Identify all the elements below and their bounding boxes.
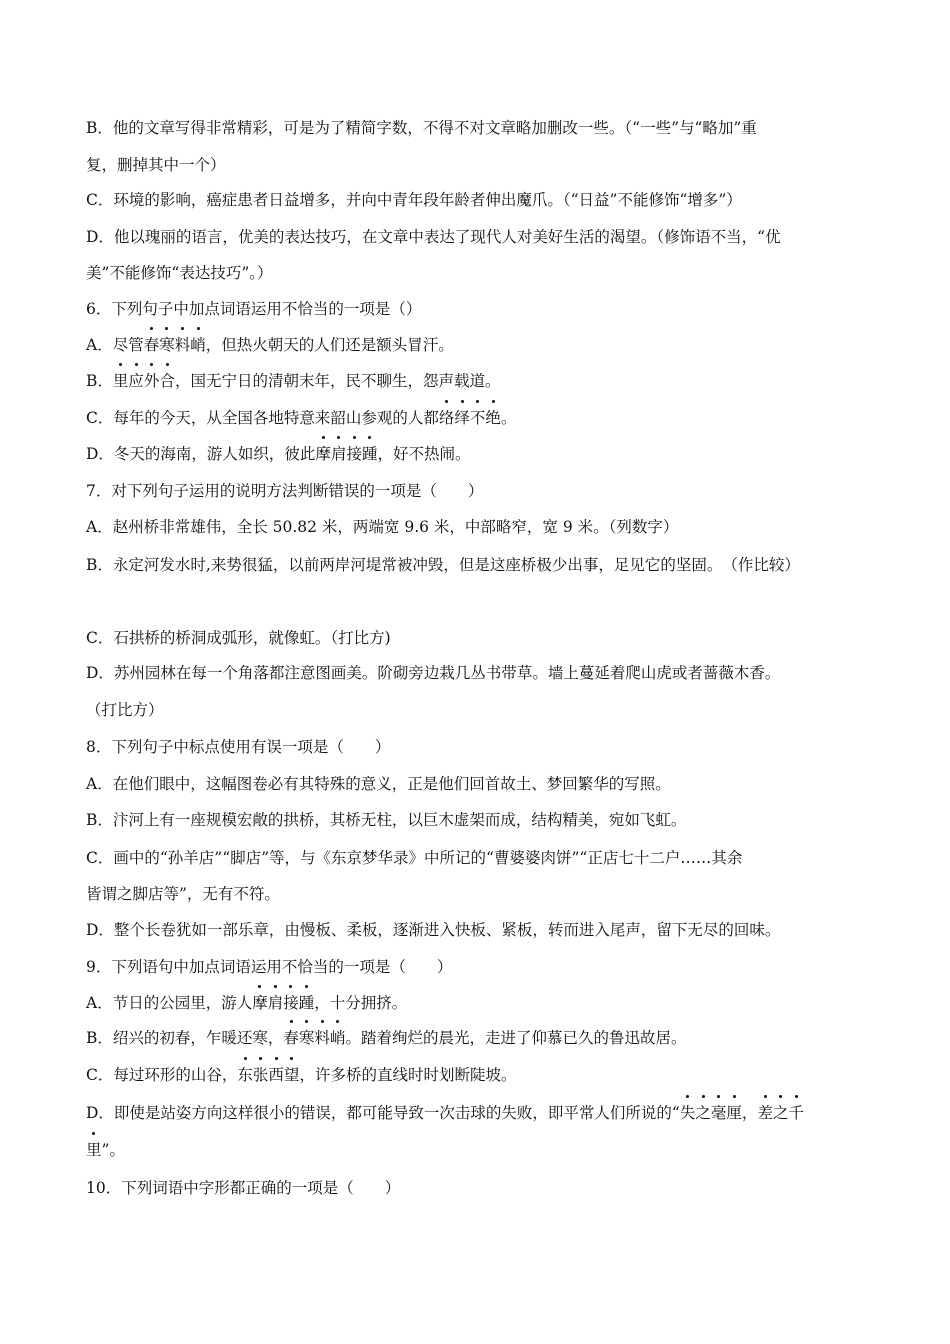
- line-text: 复，删掉其中一个）: [86, 156, 226, 174]
- line-text: B．他的文章写得非常精彩，可是为了精简字数，不得不对文章略加删改一些。（“一些”与“略加”重: [86, 119, 757, 137]
- line-text: C．每年的今天，从全国各地特意来韶山参观的人都: [86, 409, 439, 427]
- emphasis-char: 绝: [485, 409, 501, 427]
- line-text: B．汴河上有一座规模宏敞的拱桥，其桥无柱，以巨木虚架而成，结构精美，宛如飞虹。: [86, 811, 687, 829]
- line-text: 10．下列词语中字形都正确的一项是（ ）: [86, 1179, 401, 1197]
- text-line: [86, 407, 870, 429]
- line-text: C．环境的影响，癌症患者日益增多，并向中青年段年龄者伸出魔爪。（“日益”不能修饰“增多”）: [86, 191, 742, 209]
- text-line: [86, 1139, 870, 1161]
- emphasis-char: 踵: [361, 445, 378, 463]
- text-line: [86, 919, 870, 941]
- emphasis-char: 摩: [315, 445, 331, 463]
- line-text-after: ，国无宁日的清朝末年，民不聊生，怨声载道。: [174, 372, 501, 390]
- text-line: [86, 298, 870, 320]
- emphasis-char: 东: [237, 1066, 253, 1084]
- emphasis-char: 之: [772, 1104, 789, 1122]
- dotted-phrase: [237, 1066, 299, 1084]
- emphasis-char: 之: [695, 1104, 711, 1122]
- dotted-phrase: [315, 445, 377, 463]
- line-text: D．他以瑰丽的语言，优美的表达技巧，在文章中表达了现代人对美好生活的渴望。（修饰语不当，“优: [86, 228, 781, 246]
- text-line: [86, 334, 870, 356]
- emphasis-char: 应: [128, 372, 144, 390]
- text-line: [86, 847, 870, 869]
- line-text: A．赵州桥非常雄伟，全长 50.82 米，两端宽 9.6 米，中部略窄，宽 9 米。（列数字）: [86, 518, 679, 536]
- line-text: 9．下列语句中加点词语运用不恰当的一项是（ ）: [86, 958, 453, 976]
- text-line: [86, 516, 870, 538]
- emphasis-char: 接: [283, 994, 299, 1012]
- emphasis-char: 合: [159, 372, 175, 390]
- text-line: [86, 370, 870, 392]
- text-line: [86, 480, 870, 502]
- text-line: [86, 662, 870, 684]
- emphasis-char: 春: [283, 1029, 299, 1047]
- line-text: B．绍兴的初春，乍暖还寒，: [86, 1029, 284, 1047]
- text-line: [86, 1027, 870, 1049]
- emphasis-char: 厘: [726, 1104, 742, 1122]
- text-line: [86, 189, 870, 211]
- line-text: B．: [86, 372, 113, 390]
- line-text-after: ）: [405, 300, 422, 318]
- dotted-phrase: [144, 336, 206, 354]
- text-line: [86, 627, 870, 649]
- line-text: D．苏州园林在每一个角落都注意图画美。阶砌旁边栽几丛书带草。墙上蔓延着爬山虎或者蔷薇木香。: [86, 664, 781, 682]
- emphasis-char: 料: [314, 1029, 330, 1047]
- emphasis-char: 峭: [329, 1029, 346, 1047]
- line-text-after: ，许多桥的直线时时划断陡坡。: [299, 1066, 517, 1084]
- line-text: A．在他们眼中，这幅图卷必有其特殊的意义，正是他们回首故土、梦回繁华的写照。: [86, 775, 671, 793]
- line-text-after: 。: [500, 409, 517, 427]
- text-line: [86, 1177, 870, 1199]
- emphasis-char: 峭: [190, 336, 206, 354]
- line-text: 皆谓之脚店等”，无有不符。: [86, 885, 280, 903]
- text-line: [86, 699, 870, 721]
- dotted-phrase: [283, 1029, 345, 1047]
- emphasis-char: 外: [143, 372, 160, 390]
- text-line: [86, 554, 870, 576]
- emphasis-char: 差: [757, 1104, 773, 1122]
- emphasis-char: 千: [788, 1104, 804, 1122]
- emphasis-char: 寒: [159, 336, 175, 354]
- dotted-phrase: [439, 409, 501, 427]
- line-text: 7．对下列句子运用的说明方法判断错误的一项是: [86, 482, 422, 500]
- emphasis-char: 摩: [252, 994, 268, 1012]
- emphasis-char: 接: [346, 445, 362, 463]
- text-line: [86, 956, 870, 978]
- emphasis-char: 西: [268, 1066, 284, 1084]
- emphasis-char: 张: [252, 1066, 269, 1084]
- dotted-phrase: [86, 1141, 102, 1159]
- text-line: [86, 262, 870, 284]
- emphasis-char: 寒: [298, 1029, 315, 1047]
- emphasis-char: 里: [86, 1141, 102, 1159]
- line-text: A．节日的公园里，游人: [86, 994, 253, 1012]
- line-text-after: ，好不热闹。: [377, 445, 471, 463]
- text-line: [86, 1102, 870, 1124]
- line-text: （打比方）: [86, 701, 164, 719]
- line-text-after: ，但热火朝天的人们还是额头冒汗。: [205, 336, 454, 354]
- line-text-after: ”。: [101, 1141, 125, 1159]
- dotted-phrase: [252, 994, 314, 1012]
- line-text: D．冬天的海南，游人如织，彼此: [86, 445, 316, 463]
- emphasis-char: 络: [438, 409, 455, 427]
- emphasis-char: 里: [112, 372, 129, 390]
- emphasis-char: 望: [283, 1066, 300, 1084]
- line-text: C．石拱桥的桥洞成弧形，就像虹。（打比方): [86, 629, 391, 647]
- line-text: 6．下列句子中加点词语运用不恰当的一项是（: [86, 300, 406, 318]
- line-text-after: （ ）: [421, 482, 484, 500]
- emphasis-char: 肩: [330, 445, 347, 463]
- emphasis-char: 料: [174, 336, 191, 354]
- line-text-after: 。踏着绚烂的晨光，走进了仰慕已久的鲁迅故居。: [345, 1029, 687, 1047]
- text-line: [86, 1064, 870, 1086]
- dotted-phrase: [680, 1104, 804, 1122]
- text-line: [86, 154, 870, 176]
- emphasis-char: ，: [741, 1104, 758, 1122]
- text-line: [86, 992, 870, 1014]
- line-text-after: ，十分拥挤。: [314, 994, 408, 1012]
- emphasis-char: 春: [143, 336, 160, 354]
- emphasis-char: 失: [679, 1104, 696, 1122]
- text-line: [86, 226, 870, 248]
- line-text: D．整个长卷犹如一部乐章，由慢板、柔板，逐渐进入快板、紧板，转而进入尾声，留下无尽的回味。: [86, 921, 781, 939]
- emphasis-char: 毫: [710, 1104, 727, 1122]
- line-text: C．每过环形的山谷，: [86, 1066, 238, 1084]
- dotted-phrase: [113, 372, 175, 390]
- emphasis-char: 不: [469, 409, 486, 427]
- line-text: C．画中的“孙羊店”“脚店”等，与《东京梦华录》中所记的“曹婆婆肉饼”“正店七十二户……其余: [86, 849, 743, 867]
- text-line: [86, 443, 870, 465]
- text-line: [86, 883, 870, 905]
- text-line: [86, 773, 870, 795]
- line-text: D．即使是站姿方向这样很小的错误，都可能导致一次击球的失败，即平常人们所说的“: [86, 1104, 680, 1122]
- emphasis-char: 踵: [298, 994, 315, 1012]
- text-line: [86, 117, 870, 139]
- line-text: 美”不能修饰“表达技巧”。）: [86, 264, 273, 282]
- line-text: B．永定河发水时,来势很猛，以前两岸河堤常被冲毁，但是这座桥极少出事，足见它的坚固。 （作比较）: [86, 556, 800, 574]
- text-line: [86, 736, 870, 758]
- emphasis-char: 绎: [454, 409, 470, 427]
- emphasis-char: 肩: [267, 994, 284, 1012]
- text-line: [86, 809, 870, 831]
- line-text: A．尽管: [86, 336, 144, 354]
- line-text: 8．下列句子中标点使用有误一项是（ ）: [86, 738, 391, 756]
